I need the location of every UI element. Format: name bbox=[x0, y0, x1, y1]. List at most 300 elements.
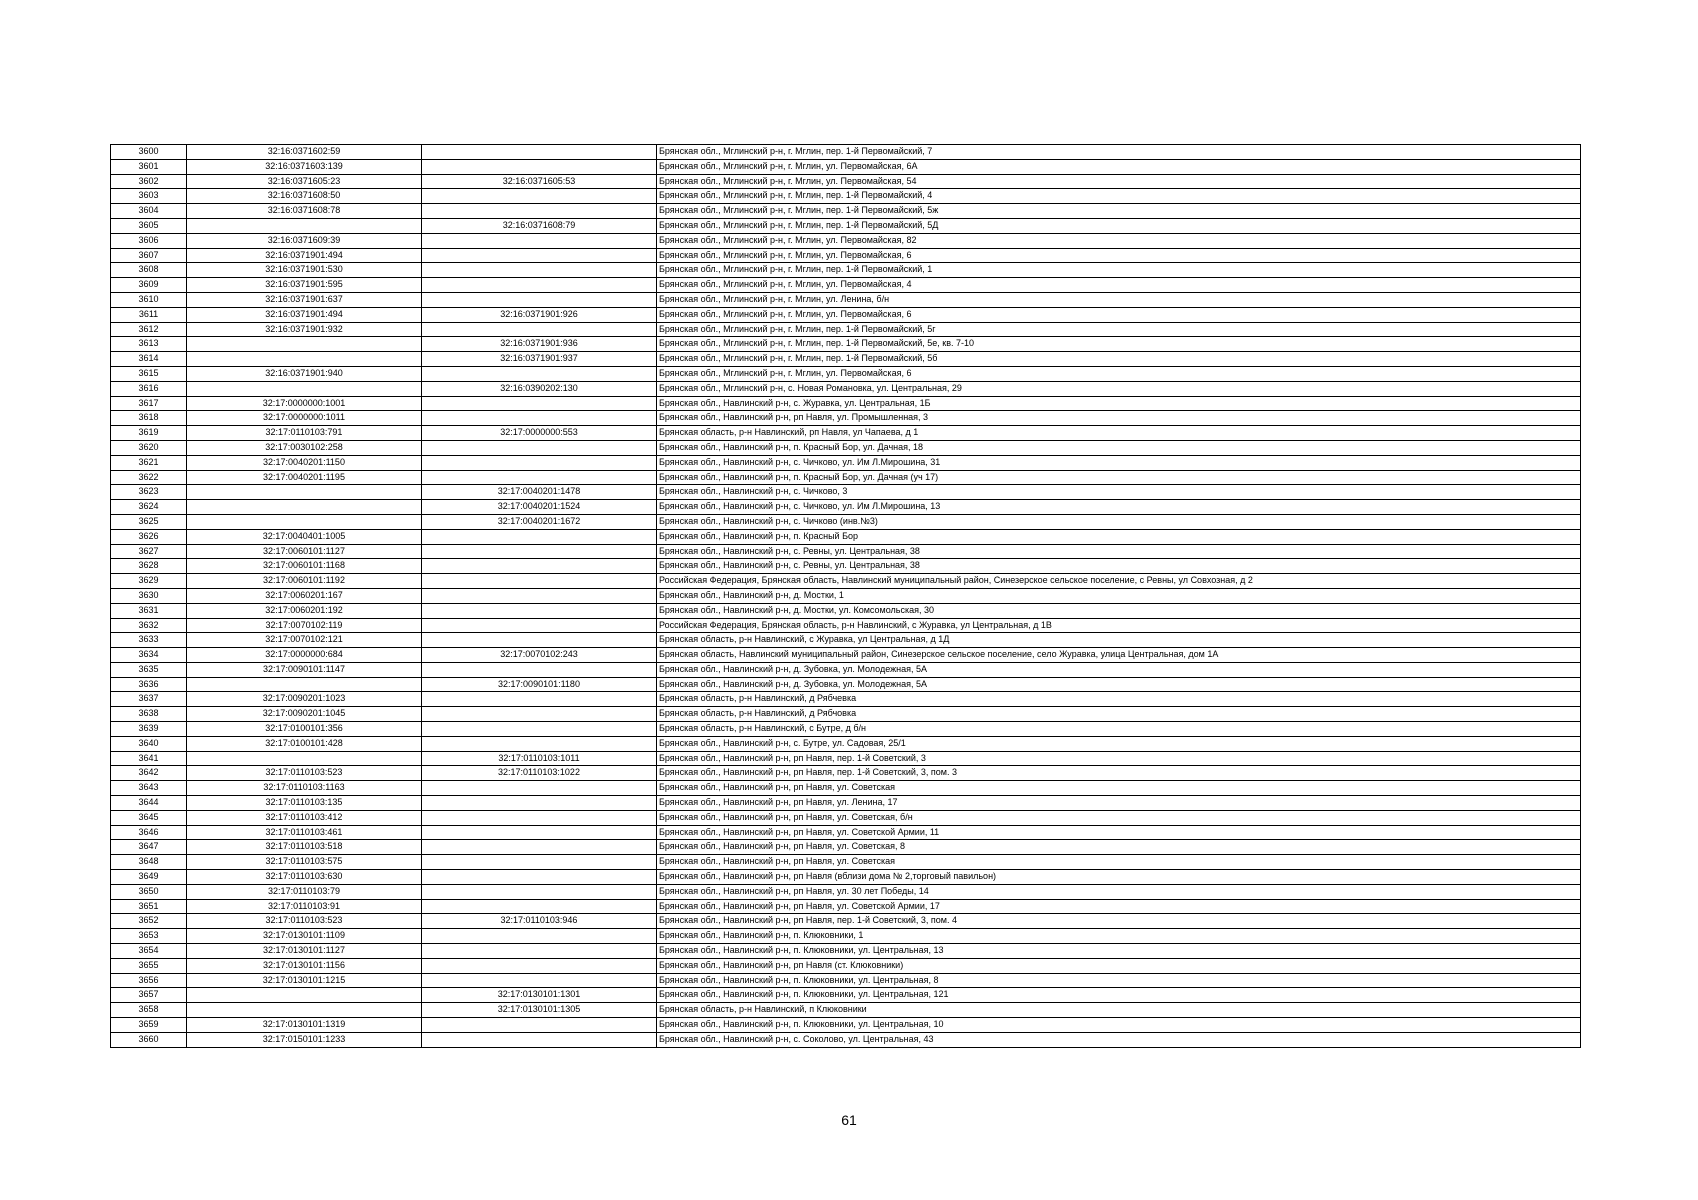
row-number-cell: 3615 bbox=[111, 366, 187, 381]
linked-cadastral-number-cell bbox=[422, 204, 657, 219]
row-number-cell: 3625 bbox=[111, 514, 187, 529]
table-row bbox=[111, 988, 1581, 1003]
address-cell: Брянская обл., Мглинский р-н, с. Новая Романовка, ул. Центральная, 29 bbox=[657, 381, 1581, 396]
table-row bbox=[111, 248, 1581, 263]
cadastral-number-cell: 32:17:0000000:684 bbox=[187, 648, 422, 663]
linked-cadastral-number-cell bbox=[422, 973, 657, 988]
address-cell: Брянская обл., Навлинский р-н, с. Чичково, ул. Им Л.Мирошина, 13 bbox=[657, 500, 1581, 515]
cadastral-number-cell: 32:17:0040201:1150 bbox=[187, 455, 422, 470]
cadastral-number-cell: 32:17:0110103:1163 bbox=[187, 781, 422, 796]
linked-cadastral-number-cell bbox=[422, 603, 657, 618]
cadastral-number-cell: 32:16:0371603:139 bbox=[187, 159, 422, 174]
table-row bbox=[111, 1018, 1581, 1033]
cadastral-number-cell: 32:17:0090201:1045 bbox=[187, 707, 422, 722]
row-number-cell: 3617 bbox=[111, 396, 187, 411]
table-row bbox=[111, 500, 1581, 515]
linked-cadastral-number-cell bbox=[422, 840, 657, 855]
table-row bbox=[111, 366, 1581, 381]
cadastral-number-cell: 32:16:0371609:39 bbox=[187, 233, 422, 248]
linked-cadastral-number-cell bbox=[422, 692, 657, 707]
address-cell: Брянская область, р-н Навлинский, п Клюковники bbox=[657, 1003, 1581, 1018]
cadastral-number-cell bbox=[187, 751, 422, 766]
cadastral-number-cell: 32:17:0110103:461 bbox=[187, 825, 422, 840]
table-row bbox=[111, 973, 1581, 988]
linked-cadastral-number-cell bbox=[422, 736, 657, 751]
table-row bbox=[111, 485, 1581, 500]
linked-cadastral-number-cell: 32:17:0110103:1011 bbox=[422, 751, 657, 766]
table-row bbox=[111, 648, 1581, 663]
address-cell: Брянская обл., Навлинский р-н, п. Клюковники, ул. Центральная, 10 bbox=[657, 1018, 1581, 1033]
row-number-cell: 3639 bbox=[111, 722, 187, 737]
linked-cadastral-number-cell: 32:16:0371901:926 bbox=[422, 307, 657, 322]
table-row bbox=[111, 825, 1581, 840]
linked-cadastral-number-cell: 32:16:0371901:937 bbox=[422, 352, 657, 367]
address-cell: Брянская область, р-н Навлинский, рп Навля, ул Чапаева, д 1 bbox=[657, 426, 1581, 441]
row-number-cell: 3658 bbox=[111, 1003, 187, 1018]
linked-cadastral-number-cell bbox=[422, 248, 657, 263]
address-cell: Брянская обл., Навлинский р-н, рп Навля, ул. Советская bbox=[657, 781, 1581, 796]
cadastral-number-cell: 32:16:0371608:78 bbox=[187, 204, 422, 219]
address-cell: Брянская область, р-н Навлинский, д Рябчовка bbox=[657, 707, 1581, 722]
row-number-cell: 3650 bbox=[111, 884, 187, 899]
table-row bbox=[111, 514, 1581, 529]
table-row bbox=[111, 381, 1581, 396]
linked-cadastral-number-cell: 32:17:0130101:1305 bbox=[422, 1003, 657, 1018]
cadastral-number-cell bbox=[187, 677, 422, 692]
row-number-cell: 3649 bbox=[111, 870, 187, 885]
table-row bbox=[111, 145, 1581, 160]
cadastral-number-cell: 32:17:0110103:630 bbox=[187, 870, 422, 885]
table-row bbox=[111, 440, 1581, 455]
cadastral-number-cell: 32:16:0371901:595 bbox=[187, 278, 422, 293]
cadastral-number-cell: 32:16:0371901:530 bbox=[187, 263, 422, 278]
address-cell: Брянская обл., Навлинский р-н, с. Ревны, ул. Центральная, 38 bbox=[657, 559, 1581, 574]
row-number-cell: 3643 bbox=[111, 781, 187, 796]
linked-cadastral-number-cell bbox=[422, 722, 657, 737]
table-row bbox=[111, 529, 1581, 544]
linked-cadastral-number-cell: 32:16:0390202:130 bbox=[422, 381, 657, 396]
address-cell: Брянская обл., Мглинский р-н, г. Мглин, пер. 1-й Первомайский, 5г bbox=[657, 322, 1581, 337]
row-number-cell: 3623 bbox=[111, 485, 187, 500]
table-row bbox=[111, 352, 1581, 367]
row-number-cell: 3631 bbox=[111, 603, 187, 618]
table-row bbox=[111, 855, 1581, 870]
property-register-table bbox=[110, 144, 1581, 1048]
row-number-cell: 3642 bbox=[111, 766, 187, 781]
linked-cadastral-number-cell bbox=[422, 825, 657, 840]
cadastral-number-cell: 32:17:0090101:1147 bbox=[187, 662, 422, 677]
linked-cadastral-number-cell bbox=[422, 796, 657, 811]
table-row bbox=[111, 944, 1581, 959]
row-number-cell: 3630 bbox=[111, 588, 187, 603]
cadastral-number-cell: 32:16:0371608:50 bbox=[187, 189, 422, 204]
linked-cadastral-number-cell bbox=[422, 662, 657, 677]
page-number: 61 bbox=[841, 1112, 857, 1128]
table-row bbox=[111, 840, 1581, 855]
row-number-cell: 3648 bbox=[111, 855, 187, 870]
cadastral-number-cell: 32:16:0371901:940 bbox=[187, 366, 422, 381]
linked-cadastral-number-cell bbox=[422, 544, 657, 559]
address-cell: Брянская обл., Навлинский р-н, д. Зубовка, ул. Молодежная, 5А bbox=[657, 677, 1581, 692]
linked-cadastral-number-cell: 32:17:0070102:243 bbox=[422, 648, 657, 663]
table-row bbox=[111, 278, 1581, 293]
linked-cadastral-number-cell bbox=[422, 1032, 657, 1047]
cadastral-number-cell: 32:17:0060101:1168 bbox=[187, 559, 422, 574]
table-row bbox=[111, 544, 1581, 559]
cadastral-number-cell bbox=[187, 337, 422, 352]
row-number-cell: 3634 bbox=[111, 648, 187, 663]
row-number-cell: 3604 bbox=[111, 204, 187, 219]
address-cell: Брянская обл., Навлинский р-н, п. Клюковники, ул. Центральная, 8 bbox=[657, 973, 1581, 988]
linked-cadastral-number-cell bbox=[422, 396, 657, 411]
table-row bbox=[111, 677, 1581, 692]
address-cell: Брянская обл., Мглинский р-н, г. Мглин, ул. Первомайская, 6 bbox=[657, 307, 1581, 322]
table-row bbox=[111, 707, 1581, 722]
address-cell: Брянская обл., Мглинский р-н, г. Мглин, пер. 1-й Первомайский, 5ж bbox=[657, 204, 1581, 219]
row-number-cell: 3660 bbox=[111, 1032, 187, 1047]
linked-cadastral-number-cell bbox=[422, 189, 657, 204]
linked-cadastral-number-cell bbox=[422, 588, 657, 603]
linked-cadastral-number-cell bbox=[422, 455, 657, 470]
table-row bbox=[111, 204, 1581, 219]
address-cell: Брянская обл., Навлинский р-н, рп Навля, ул. Советской Армии, 11 bbox=[657, 825, 1581, 840]
address-cell: Брянская обл., Навлинский р-н, рп Навля (вблизи дома № 2,торговый павильон) bbox=[657, 870, 1581, 885]
cadastral-number-cell: 32:17:0040201:1195 bbox=[187, 470, 422, 485]
cadastral-number-cell: 32:17:0110103:79 bbox=[187, 884, 422, 899]
linked-cadastral-number-cell bbox=[422, 322, 657, 337]
cadastral-number-cell: 32:17:0110103:518 bbox=[187, 840, 422, 855]
cadastral-number-cell bbox=[187, 514, 422, 529]
linked-cadastral-number-cell bbox=[422, 574, 657, 589]
linked-cadastral-number-cell bbox=[422, 366, 657, 381]
cadastral-number-cell: 32:17:0040401:1005 bbox=[187, 529, 422, 544]
row-number-cell: 3629 bbox=[111, 574, 187, 589]
linked-cadastral-number-cell bbox=[422, 958, 657, 973]
linked-cadastral-number-cell bbox=[422, 855, 657, 870]
row-number-cell: 3646 bbox=[111, 825, 187, 840]
linked-cadastral-number-cell: 32:16:0371605:53 bbox=[422, 174, 657, 189]
address-cell: Брянская обл., Навлинский р-н, с. Чичково, ул. Им Л.Мирошина, 31 bbox=[657, 455, 1581, 470]
address-cell: Брянская область, р-н Навлинский, с Бутре, д б/н bbox=[657, 722, 1581, 737]
row-number-cell: 3633 bbox=[111, 633, 187, 648]
table-row bbox=[111, 899, 1581, 914]
table-row bbox=[111, 322, 1581, 337]
address-cell: Брянская обл., Мглинский р-н, г. Мглин, ул. Первомайская, 82 bbox=[657, 233, 1581, 248]
linked-cadastral-number-cell bbox=[422, 929, 657, 944]
table-row bbox=[111, 870, 1581, 885]
row-number-cell: 3652 bbox=[111, 914, 187, 929]
row-number-cell: 3647 bbox=[111, 840, 187, 855]
table-row bbox=[111, 189, 1581, 204]
cadastral-number-cell bbox=[187, 485, 422, 500]
row-number-cell: 3624 bbox=[111, 500, 187, 515]
address-cell: Брянская обл., Навлинский р-н, рп Навля, ул. Ленина, 17 bbox=[657, 796, 1581, 811]
cadastral-number-cell: 32:17:0130101:1109 bbox=[187, 929, 422, 944]
table-row bbox=[111, 455, 1581, 470]
table-row bbox=[111, 751, 1581, 766]
linked-cadastral-number-cell bbox=[422, 263, 657, 278]
table-row bbox=[111, 337, 1581, 352]
cadastral-number-cell: 32:17:0130101:1156 bbox=[187, 958, 422, 973]
table-row bbox=[111, 914, 1581, 929]
address-cell: Брянская обл., Навлинский р-н, рп Навля, ул. Советская bbox=[657, 855, 1581, 870]
linked-cadastral-number-cell: 32:17:0040201:1478 bbox=[422, 485, 657, 500]
linked-cadastral-number-cell bbox=[422, 884, 657, 899]
cadastral-number-cell: 32:17:0070102:121 bbox=[187, 633, 422, 648]
address-cell: Брянская обл., Навлинский р-н, п. Красный Бор, ул. Дачная (уч 17) bbox=[657, 470, 1581, 485]
address-cell: Брянская обл., Навлинский р-н, рп Навля, пер. 1-й Советский, 3, пом. 3 bbox=[657, 766, 1581, 781]
cadastral-number-cell: 32:17:0100101:356 bbox=[187, 722, 422, 737]
cadastral-number-cell: 32:16:0371901:494 bbox=[187, 307, 422, 322]
row-number-cell: 3638 bbox=[111, 707, 187, 722]
cadastral-number-cell: 32:17:0100101:428 bbox=[187, 736, 422, 751]
linked-cadastral-number-cell: 32:17:0110103:1022 bbox=[422, 766, 657, 781]
address-cell: Брянская обл., Навлинский р-н, д. Мостки, 1 bbox=[657, 588, 1581, 603]
cadastral-number-cell: 32:17:0150101:1233 bbox=[187, 1032, 422, 1047]
row-number-cell: 3655 bbox=[111, 958, 187, 973]
row-number-cell: 3606 bbox=[111, 233, 187, 248]
cadastral-number-cell: 32:17:0060101:1127 bbox=[187, 544, 422, 559]
row-number-cell: 3621 bbox=[111, 455, 187, 470]
row-number-cell: 3608 bbox=[111, 263, 187, 278]
linked-cadastral-number-cell: 32:17:0110103:946 bbox=[422, 914, 657, 929]
cadastral-number-cell bbox=[187, 218, 422, 233]
cadastral-number-cell: 32:17:0110103:91 bbox=[187, 899, 422, 914]
cadastral-number-cell: 32:17:0000000:1001 bbox=[187, 396, 422, 411]
address-cell: Брянская обл., Навлинский р-н, рп Навля, ул. Советская, б/н bbox=[657, 810, 1581, 825]
cadastral-number-cell: 32:17:0070102:119 bbox=[187, 618, 422, 633]
cadastral-number-cell: 32:16:0371901:494 bbox=[187, 248, 422, 263]
cadastral-number-cell: 32:17:0110103:135 bbox=[187, 796, 422, 811]
cadastral-number-cell: 32:16:0371602:59 bbox=[187, 145, 422, 160]
row-number-cell: 3645 bbox=[111, 810, 187, 825]
row-number-cell: 3610 bbox=[111, 292, 187, 307]
table-row bbox=[111, 884, 1581, 899]
cadastral-number-cell bbox=[187, 381, 422, 396]
linked-cadastral-number-cell: 32:17:0040201:1672 bbox=[422, 514, 657, 529]
row-number-cell: 3603 bbox=[111, 189, 187, 204]
address-cell: Брянская область, Навлинский муниципальный район, Синезерское сельское поселение, село Журавка, улица Центральная, дом 1А bbox=[657, 648, 1581, 663]
address-cell: Брянская обл., Навлинский р-н, п. Красный Бор, ул. Дачная, 18 bbox=[657, 440, 1581, 455]
row-number-cell: 3657 bbox=[111, 988, 187, 1003]
address-cell: Брянская обл., Мглинский р-н, г. Мглин, пер. 1-й Первомайский, 5Д bbox=[657, 218, 1581, 233]
table-row bbox=[111, 588, 1581, 603]
linked-cadastral-number-cell bbox=[422, 470, 657, 485]
address-cell: Брянская обл., Навлинский р-н, д. Зубовка, ул. Молодежная, 5А bbox=[657, 662, 1581, 677]
row-number-cell: 3656 bbox=[111, 973, 187, 988]
row-number-cell: 3618 bbox=[111, 411, 187, 426]
linked-cadastral-number-cell bbox=[422, 233, 657, 248]
table-row bbox=[111, 736, 1581, 751]
linked-cadastral-number-cell bbox=[422, 781, 657, 796]
linked-cadastral-number-cell: 32:17:0000000:553 bbox=[422, 426, 657, 441]
linked-cadastral-number-cell bbox=[422, 633, 657, 648]
table-row bbox=[111, 722, 1581, 737]
address-cell: Брянская обл., Мглинский р-н, г. Мглин, пер. 1-й Первомайский, 4 bbox=[657, 189, 1581, 204]
linked-cadastral-number-cell: 32:17:0090101:1180 bbox=[422, 677, 657, 692]
cadastral-number-cell: 32:17:0060201:192 bbox=[187, 603, 422, 618]
table-row bbox=[111, 396, 1581, 411]
linked-cadastral-number-cell bbox=[422, 1018, 657, 1033]
linked-cadastral-number-cell bbox=[422, 292, 657, 307]
table-row bbox=[111, 781, 1581, 796]
address-cell: Брянская обл., Навлинский р-н, с. Чичково, 3 bbox=[657, 485, 1581, 500]
address-cell: Брянская обл., Мглинский р-н, г. Мглин, ул. Ленина, б/н bbox=[657, 292, 1581, 307]
address-cell: Брянская область, р-н Навлинский, д Рябчевка bbox=[657, 692, 1581, 707]
address-cell: Брянская обл., Мглинский р-н, г. Мглин, ул. Первомайская, 6 bbox=[657, 366, 1581, 381]
linked-cadastral-number-cell bbox=[422, 159, 657, 174]
address-cell: Брянская обл., Навлинский р-н, п. Красный Бор bbox=[657, 529, 1581, 544]
row-number-cell: 3632 bbox=[111, 618, 187, 633]
linked-cadastral-number-cell bbox=[422, 411, 657, 426]
address-cell: Брянская обл., Мглинский р-н, г. Мглин, пер. 1-й Первомайский, 7 bbox=[657, 145, 1581, 160]
row-number-cell: 3613 bbox=[111, 337, 187, 352]
address-cell: Брянская обл., Навлинский р-н, с. Чичково (инв.№3) bbox=[657, 514, 1581, 529]
table-body bbox=[111, 145, 1581, 1048]
address-cell: Брянская обл., Навлинский р-н, рп Навля, ул. Советской Армии, 17 bbox=[657, 899, 1581, 914]
address-cell: Брянская обл., Навлинский р-н, д. Мостки, ул. Комсомольская, 30 bbox=[657, 603, 1581, 618]
address-cell: Брянская обл., Навлинский р-н, п. Клюковники, ул. Центральная, 121 bbox=[657, 988, 1581, 1003]
cadastral-number-cell bbox=[187, 988, 422, 1003]
table-row bbox=[111, 929, 1581, 944]
table-row bbox=[111, 603, 1581, 618]
cadastral-number-cell: 32:16:0371901:932 bbox=[187, 322, 422, 337]
linked-cadastral-number-cell bbox=[422, 440, 657, 455]
table-row bbox=[111, 233, 1581, 248]
linked-cadastral-number-cell: 32:16:0371608:79 bbox=[422, 218, 657, 233]
address-cell: Брянская обл., Мглинский р-н, г. Мглин, пер. 1-й Первомайский, 5е, кв. 7-10 bbox=[657, 337, 1581, 352]
address-cell: Брянская обл., Навлинский р-н, рп Навля, ул. Промышленная, 3 bbox=[657, 411, 1581, 426]
table-row bbox=[111, 810, 1581, 825]
cadastral-number-cell: 32:16:0371605:23 bbox=[187, 174, 422, 189]
address-cell: Брянская обл., Навлинский р-н, рп Навля (ст. Клюковники) bbox=[657, 958, 1581, 973]
linked-cadastral-number-cell bbox=[422, 944, 657, 959]
row-number-cell: 3616 bbox=[111, 381, 187, 396]
address-cell: Брянская обл., Навлинский р-н, с. Соколово, ул. Центральная, 43 bbox=[657, 1032, 1581, 1047]
address-cell: Российская Федерация, Брянская область, Навлинский муниципальный район, Синезерское сельское поселение, с Ревны, ул Совхозная, д 2 bbox=[657, 574, 1581, 589]
cadastral-number-cell bbox=[187, 500, 422, 515]
address-cell: Брянская обл., Навлинский р-н, с. Журавка, ул. Центральная, 1Б bbox=[657, 396, 1581, 411]
table-row bbox=[111, 426, 1581, 441]
address-cell: Российская Федерация, Брянская область, р-н Навлинский, с Журавка, ул Центральная, д 1В bbox=[657, 618, 1581, 633]
cadastral-number-cell: 32:17:0060201:167 bbox=[187, 588, 422, 603]
table-row bbox=[111, 292, 1581, 307]
cadastral-number-cell: 32:16:0371901:637 bbox=[187, 292, 422, 307]
address-cell: Брянская обл., Мглинский р-н, г. Мглин, ул. Первомайская, 6А bbox=[657, 159, 1581, 174]
table-row bbox=[111, 470, 1581, 485]
row-number-cell: 3611 bbox=[111, 307, 187, 322]
row-number-cell: 3640 bbox=[111, 736, 187, 751]
linked-cadastral-number-cell bbox=[422, 278, 657, 293]
row-number-cell: 3609 bbox=[111, 278, 187, 293]
cadastral-number-cell: 32:17:0110103:523 bbox=[187, 914, 422, 929]
address-cell: Брянская обл., Навлинский р-н, рп Навля, пер. 1-й Советский, 3 bbox=[657, 751, 1581, 766]
cadastral-number-cell: 32:17:0110103:523 bbox=[187, 766, 422, 781]
address-cell: Брянская обл., Мглинский р-н, г. Мглин, ул. Первомайская, 6 bbox=[657, 248, 1581, 263]
cadastral-number-cell bbox=[187, 1003, 422, 1018]
row-number-cell: 3620 bbox=[111, 440, 187, 455]
row-number-cell: 3659 bbox=[111, 1018, 187, 1033]
row-number-cell: 3600 bbox=[111, 145, 187, 160]
row-number-cell: 3651 bbox=[111, 899, 187, 914]
table-row bbox=[111, 662, 1581, 677]
linked-cadastral-number-cell bbox=[422, 145, 657, 160]
linked-cadastral-number-cell bbox=[422, 529, 657, 544]
address-cell: Брянская обл., Навлинский р-н, рп Навля, пер. 1-й Советский, 3, пом. 4 bbox=[657, 914, 1581, 929]
linked-cadastral-number-cell bbox=[422, 899, 657, 914]
address-cell: Брянская область, р-н Навлинский, с Журавка, ул Центральная, д 1Д bbox=[657, 633, 1581, 648]
table-row bbox=[111, 159, 1581, 174]
table-row bbox=[111, 263, 1581, 278]
linked-cadastral-number-cell bbox=[422, 618, 657, 633]
address-cell: Брянская обл., Мглинский р-н, г. Мглин, ул. Первомайская, 4 bbox=[657, 278, 1581, 293]
row-number-cell: 3626 bbox=[111, 529, 187, 544]
table-row bbox=[111, 1003, 1581, 1018]
table-row bbox=[111, 559, 1581, 574]
table-row bbox=[111, 766, 1581, 781]
table-row bbox=[111, 411, 1581, 426]
cadastral-number-cell: 32:17:0090201:1023 bbox=[187, 692, 422, 707]
linked-cadastral-number-cell: 32:16:0371901:936 bbox=[422, 337, 657, 352]
cadastral-number-cell: 32:17:0110103:575 bbox=[187, 855, 422, 870]
table-row bbox=[111, 633, 1581, 648]
row-number-cell: 3605 bbox=[111, 218, 187, 233]
table-row bbox=[111, 1032, 1581, 1047]
table-row bbox=[111, 218, 1581, 233]
address-cell: Брянская обл., Навлинский р-н, п. Клюковники, 1 bbox=[657, 929, 1581, 944]
row-number-cell: 3636 bbox=[111, 677, 187, 692]
address-cell: Брянская обл., Навлинский р-н, с. Бутре, ул. Садовая, 25/1 bbox=[657, 736, 1581, 751]
table-row bbox=[111, 618, 1581, 633]
row-number-cell: 3614 bbox=[111, 352, 187, 367]
row-number-cell: 3607 bbox=[111, 248, 187, 263]
table-row bbox=[111, 574, 1581, 589]
table-row bbox=[111, 958, 1581, 973]
cadastral-number-cell: 32:17:0060101:1192 bbox=[187, 574, 422, 589]
table-row bbox=[111, 307, 1581, 322]
row-number-cell: 3628 bbox=[111, 559, 187, 574]
cadastral-number-cell: 32:17:0110103:412 bbox=[187, 810, 422, 825]
cadastral-number-cell: 32:17:0130101:1127 bbox=[187, 944, 422, 959]
row-number-cell: 3653 bbox=[111, 929, 187, 944]
cadastral-number-cell: 32:17:0110103:791 bbox=[187, 426, 422, 441]
table-row bbox=[111, 796, 1581, 811]
cadastral-number-cell: 32:17:0030102:258 bbox=[187, 440, 422, 455]
row-number-cell: 3602 bbox=[111, 174, 187, 189]
address-cell: Брянская обл., Навлинский р-н, рп Навля, ул. 30 лет Победы, 14 bbox=[657, 884, 1581, 899]
linked-cadastral-number-cell bbox=[422, 870, 657, 885]
address-cell: Брянская обл., Навлинский р-н, с. Ревны, ул. Центральная, 38 bbox=[657, 544, 1581, 559]
row-number-cell: 3654 bbox=[111, 944, 187, 959]
linked-cadastral-number-cell bbox=[422, 559, 657, 574]
address-cell: Брянская обл., Мглинский р-н, г. Мглин, ул. Первомайская, 54 bbox=[657, 174, 1581, 189]
row-number-cell: 3622 bbox=[111, 470, 187, 485]
row-number-cell: 3619 bbox=[111, 426, 187, 441]
address-cell: Брянская обл., Навлинский р-н, рп Навля, ул. Советская, 8 bbox=[657, 840, 1581, 855]
row-number-cell: 3612 bbox=[111, 322, 187, 337]
linked-cadastral-number-cell bbox=[422, 707, 657, 722]
table-row bbox=[111, 174, 1581, 189]
linked-cadastral-number-cell: 32:17:0040201:1524 bbox=[422, 500, 657, 515]
cadastral-number-cell: 32:17:0130101:1319 bbox=[187, 1018, 422, 1033]
row-number-cell: 3641 bbox=[111, 751, 187, 766]
row-number-cell: 3635 bbox=[111, 662, 187, 677]
cadastral-number-cell: 32:17:0000000:1011 bbox=[187, 411, 422, 426]
linked-cadastral-number-cell: 32:17:0130101:1301 bbox=[422, 988, 657, 1003]
cadastral-number-cell bbox=[187, 352, 422, 367]
row-number-cell: 3637 bbox=[111, 692, 187, 707]
row-number-cell: 3601 bbox=[111, 159, 187, 174]
